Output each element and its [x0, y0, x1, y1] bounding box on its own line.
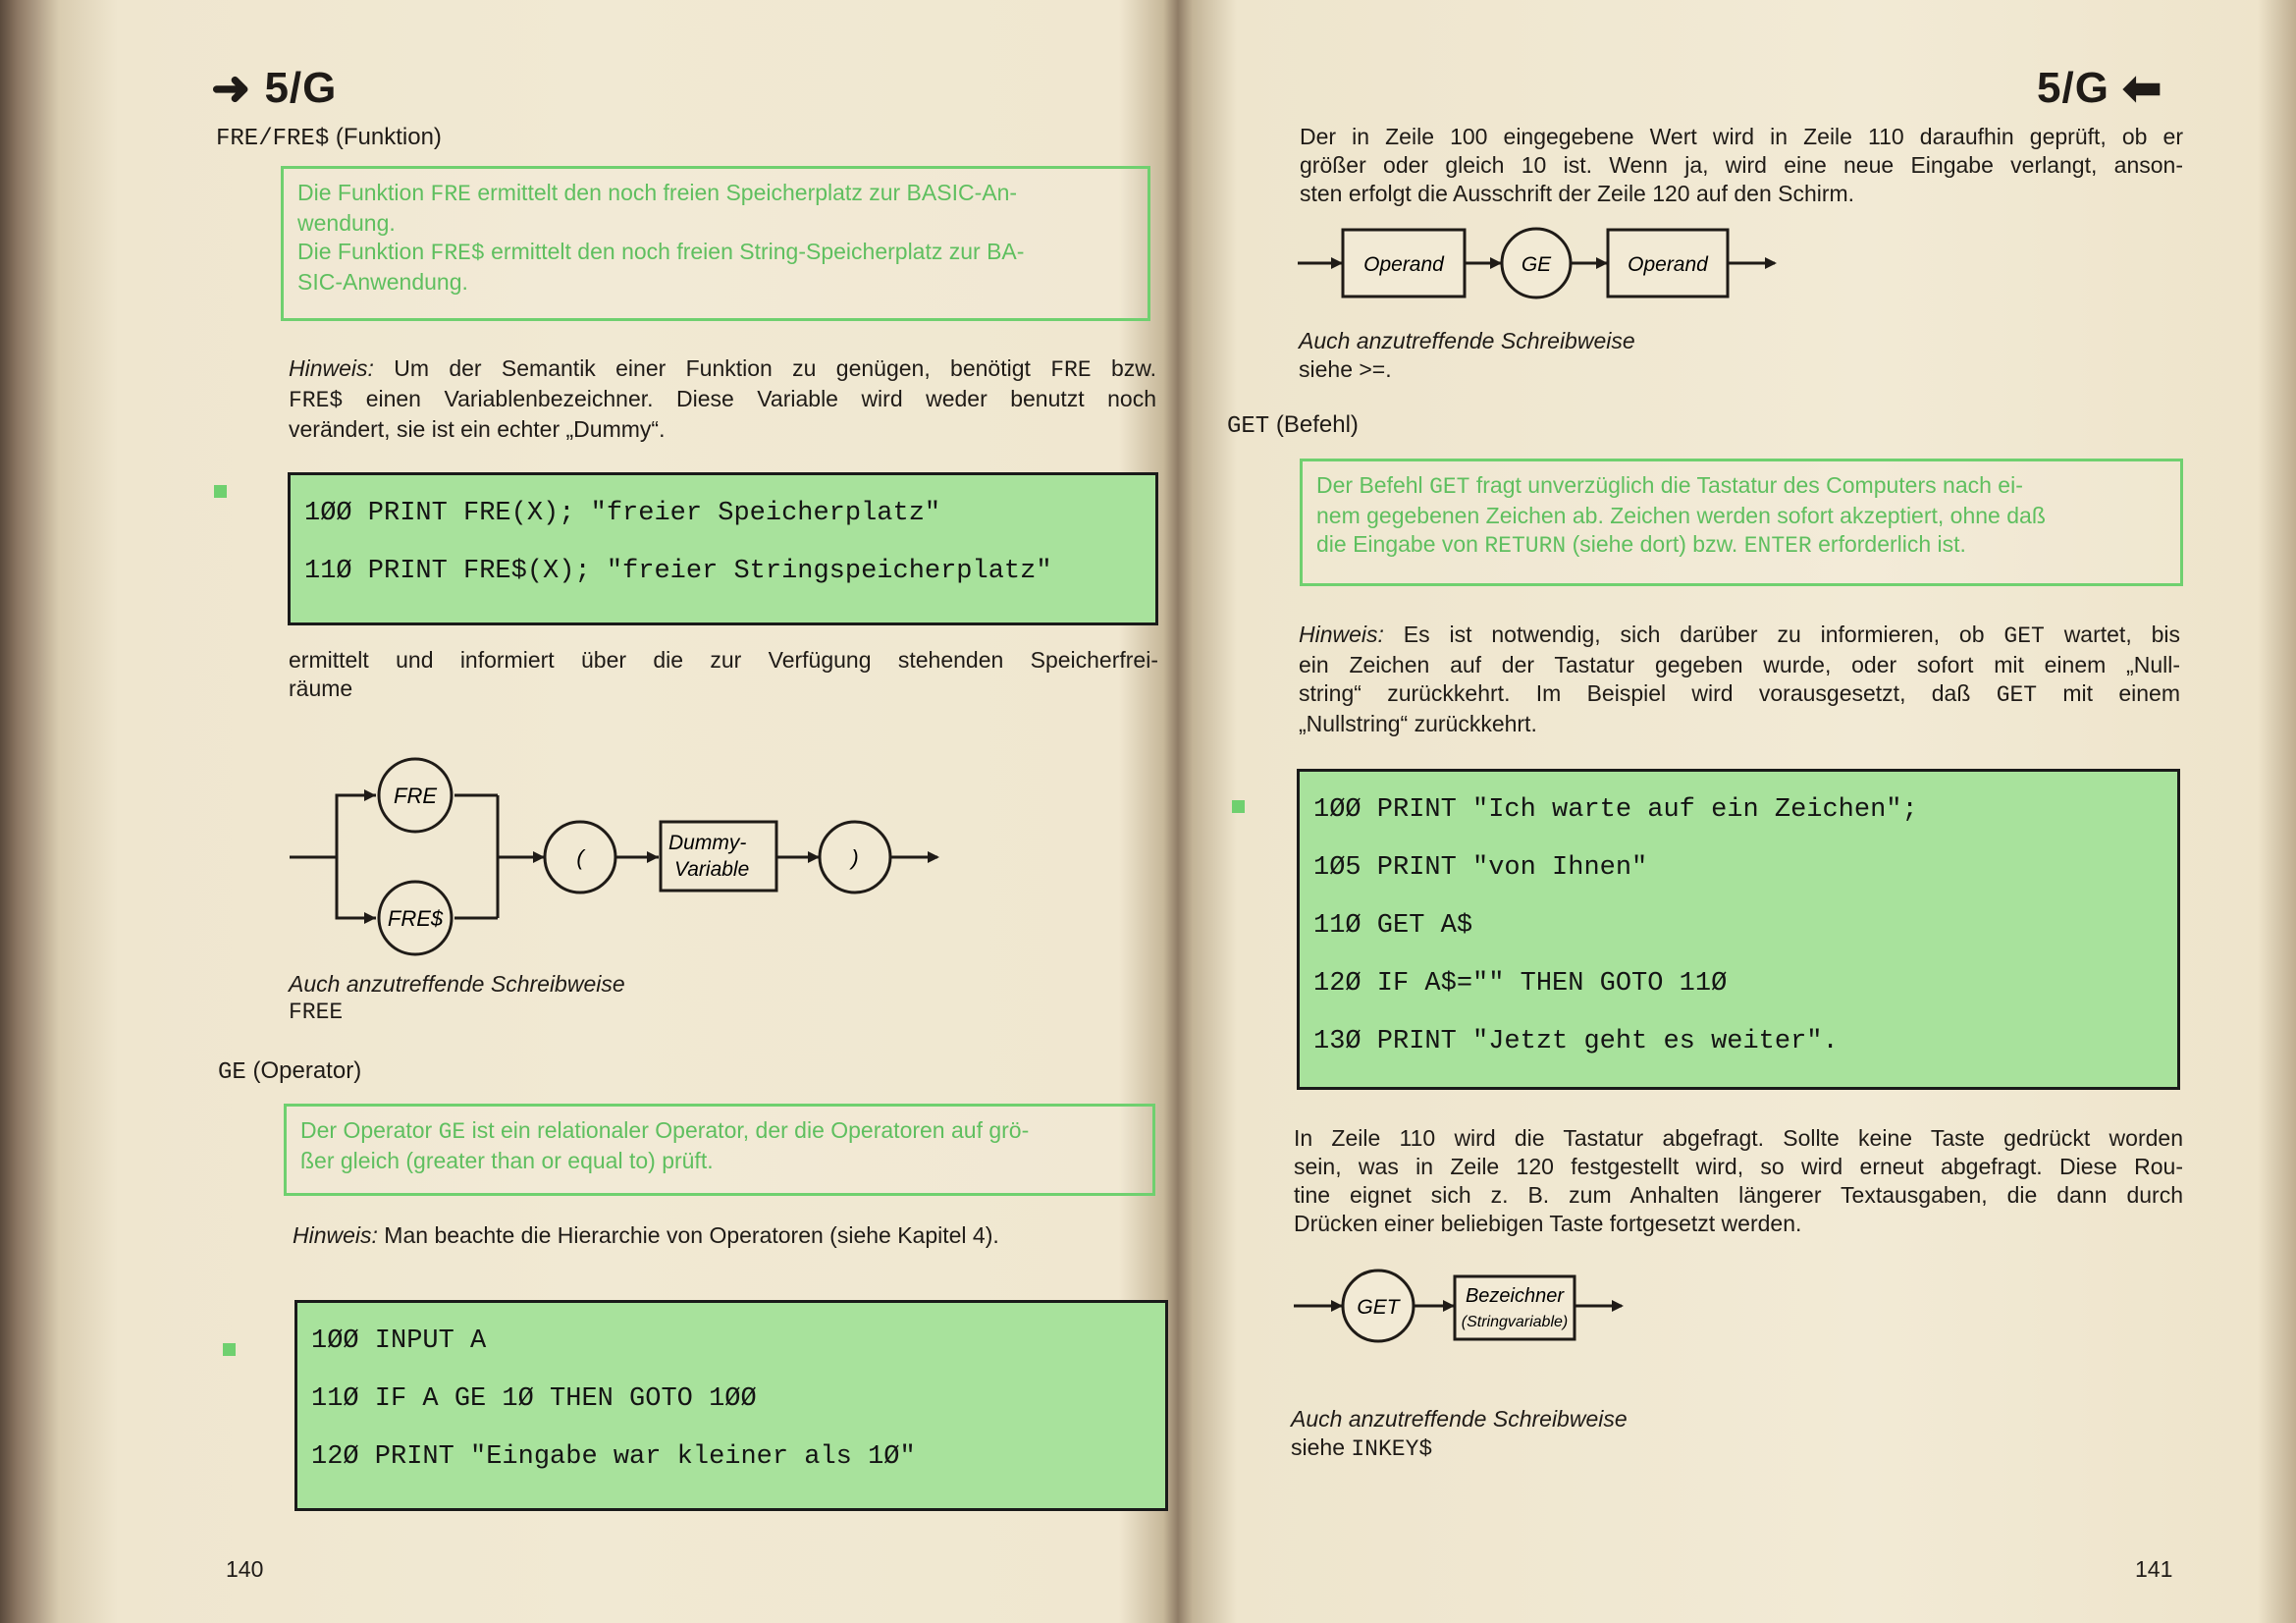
ge-code-block [294, 1300, 1168, 1511]
get-hint: Hinweis: Es ist notwendig, sich darüber zu informieren, ob GET wartet, bis ein Zeichen auf der Tastatur gegeben wurde, oder sofort mit einem „Null- string“ zurückkehrt. Im Beispiel wird vorausgesetzt, daß GET mit einem „Nullstring“ zurückkehrt. [1299, 622, 2180, 736]
fre-dollar-node-label: FRE$ [387, 906, 444, 931]
get-after-text: In Zeile 110 wird die Tastatur abgefragt. Sollte keine Taste gedrückt worden sein, was in Zeile 120 festgestellt wird, so wird erneut abgefragt. Diese Rou- tine eignet sich z. B. zum Anhalten längerer Textausgaben, die dann durch Drücken einer beliebigen Taste fortgesetzt werden. [1294, 1125, 2183, 1236]
get-entry-kind: (Befehl) [1275, 411, 1359, 438]
code-line: 1ØØ PRINT "Ich warte auf ein Zeichen"; [1313, 795, 1918, 825]
right-arrow-icon: ➜ [211, 63, 252, 115]
open-paren-node-label: ( [576, 845, 584, 870]
code-line: 12Ø IF A$="" THEN GOTO 11Ø [1313, 969, 1728, 999]
fre-entry-kind: (Funktion) [335, 124, 442, 150]
code-line: 12Ø PRINT "Eingabe war kleiner als 1Ø" [311, 1442, 916, 1472]
def-line: Die Funktion FRE$ ermittelt den noch freien String-Speicherplatz zur BA- [297, 239, 1025, 266]
close-paren-node-label: ) [851, 845, 859, 870]
stringvariable-label: (Stringvariable) [1461, 1314, 1569, 1330]
def-line: Die Funktion FRE ermittelt den noch freien Speicherplatz zur BASIC-An- [297, 180, 1018, 207]
get-definition-box [1300, 459, 2183, 586]
code-line: 11Ø GET A$ [1313, 911, 1473, 941]
def-line: ßer gleich (greater than or equal to) prüft. [300, 1148, 714, 1173]
ge-hint: Hinweis: Man beachte die Hierarchie von Operatoren (siehe Kapitel 4). [293, 1222, 999, 1248]
left-header [211, 61, 337, 116]
fre-hint: Hinweis: Um der Semantik einer Funktion zu genügen, benötigt FRE bzw. FRE$ einen Variablenbezeichner. Diese Variable wird weder benutzt noch verändert, sie ist ein echter „Dummy“. [289, 355, 1156, 442]
ge-also: Auch anzutreffende Schreibweise siehe >=. [1299, 328, 1635, 382]
operand-left-label: Operand [1363, 253, 1444, 276]
ge-continued-text: Der in Zeile 100 eingegebene Wert wird in Zeile 110 daraufhin geprüft, ob er größer oder gleich 10 ist. Wenn ja, wird eine neue Eingabe verlangt, anson- sten erfolgt die Ausschrift der Zeile 120 auf den Schirm. [1300, 124, 2183, 206]
def-line: Der Operator GE ist ein relationaler Operator, der die Operatoren auf grö- [300, 1117, 1030, 1145]
code-line: 1Ø5 PRINT "von Ihnen" [1313, 853, 1648, 883]
example-bullet [1232, 800, 1245, 813]
fre-node-label: FRE [394, 784, 437, 808]
get-code-block [1297, 769, 2180, 1090]
right-page [1178, 0, 2296, 1623]
example-bullet [223, 1343, 236, 1356]
fre-definition-box [281, 166, 1150, 321]
right-header-text: 5/G [2037, 64, 2109, 112]
get-node-label: GET [1357, 1296, 1400, 1319]
get-also: Auch anzutreffende Schreibweise siehe INKEY$ [1291, 1406, 1628, 1462]
operand-right-label: Operand [1628, 253, 1708, 276]
ge-entry [218, 1057, 361, 1086]
get-entry-name: GET [1227, 413, 1270, 440]
def-line: Der Befehl GET fragt unverzüglich die Tastatur des Computers nach ei- [1316, 472, 2023, 500]
fre-also: Auch anzutreffende Schreibweise FREE [289, 971, 625, 1025]
fre-entry [216, 124, 442, 152]
ge-syntax-diagram [1298, 226, 1789, 304]
fre-after-text: ermittelt und informiert über die zur Verfügung stehenden Speicherfrei- räume [289, 647, 1158, 701]
fre-syntax-diagram [290, 751, 957, 957]
def-line: nem gegebenen Zeichen ab. Zeichen werden sofort akzeptiert, ohne daß [1316, 503, 2046, 528]
example-bullet [214, 485, 227, 498]
ge-entry-kind: (Operator) [252, 1057, 362, 1084]
get-syntax-diagram [1294, 1267, 1647, 1355]
right-header [2037, 61, 2163, 116]
left-header-text: 5/G [264, 64, 338, 112]
code-line: 1ØØ INPUT A [311, 1326, 487, 1356]
ge-node-label: GE [1521, 253, 1552, 276]
code-line: 1ØØ PRINT FRE(X); "freier Speicherplatz" [304, 499, 941, 528]
ge-entry-name: GE [218, 1059, 246, 1086]
get-entry [1227, 411, 1359, 440]
left-arrow-icon: ⬅ [2122, 63, 2163, 115]
code-line: 11Ø PRINT FRE$(X); "freier Stringspeicherplatz" [304, 557, 1052, 586]
code-line: 13Ø PRINT "Jetzt geht es weiter". [1313, 1027, 1839, 1056]
fre-code-block [288, 472, 1158, 625]
page-number-right: 141 [2135, 1556, 2173, 1582]
fre-entry-name: FRE/FRE$ [216, 126, 330, 152]
bezeichner-label: Bezeichner [1465, 1285, 1565, 1307]
page-number-left: 140 [226, 1556, 264, 1582]
ge-definition-box [284, 1104, 1155, 1196]
def-line: SIC-Anwendung. [297, 269, 468, 295]
def-line: wendung. [297, 210, 396, 236]
dummy-node-label-1: Dummy- [668, 832, 747, 854]
def-line: die Eingabe von RETURN (siehe dort) bzw. ENTER erforderlich ist. [1316, 531, 1966, 559]
dummy-node-label-2: Variable [674, 858, 750, 881]
code-line: 11Ø IF A GE 1Ø THEN GOTO 1ØØ [311, 1384, 757, 1414]
